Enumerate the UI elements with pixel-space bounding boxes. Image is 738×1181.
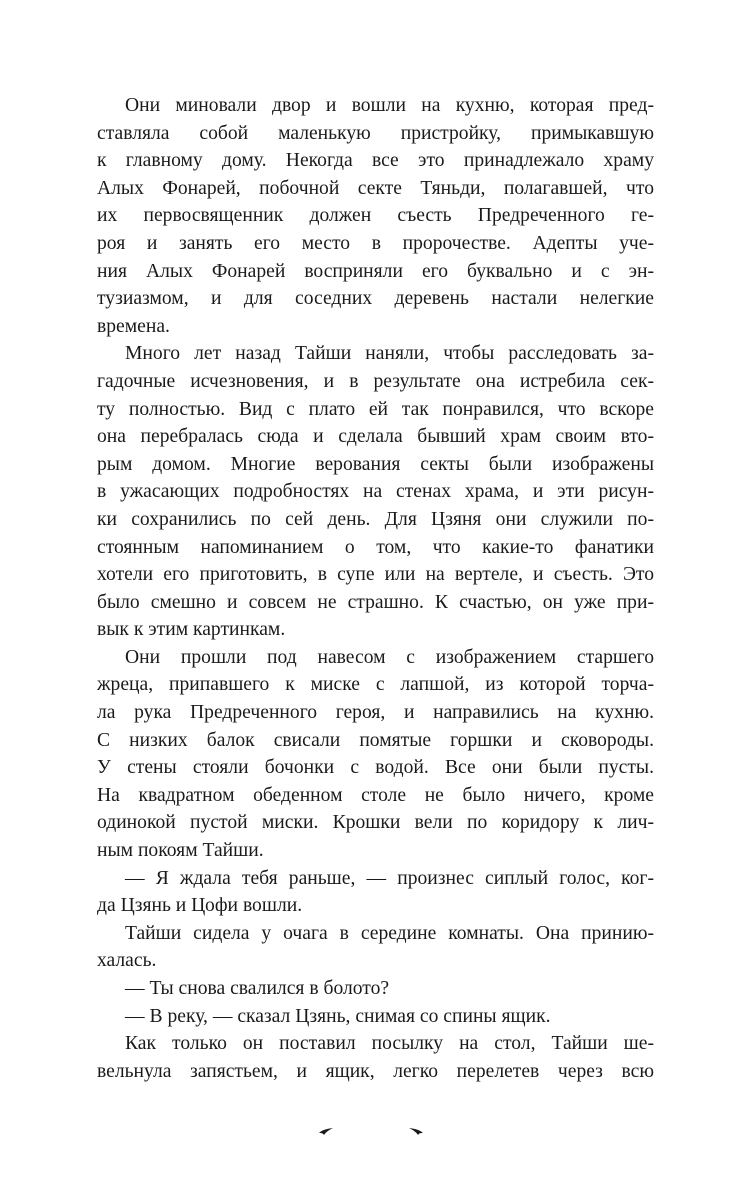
text-line: У стены стояли бочонки с водой. Все они были пусты. xyxy=(97,757,654,779)
text-line: Алых Фонарей, побочной секте Тяньди, полагавшей, что xyxy=(97,177,654,199)
right-flourish-icon xyxy=(408,1126,424,1138)
text-line: гадочные исчезновения, и в результате она истребила сек- xyxy=(97,370,654,392)
text-line: ла рука Предреченного героя, и направились на кухню. xyxy=(97,702,654,724)
text-line: Как только он поставил посылку на стол, Тайши ше- xyxy=(125,1033,654,1055)
text-line: Тайши сидела у очага в середине комнаты. Она принию- xyxy=(125,922,654,944)
text-line: ным покоям Тайши. xyxy=(97,840,264,862)
page-footer-ornament xyxy=(0,1126,738,1140)
text-line: рым домом. Многие верования секты были изображены xyxy=(97,453,654,475)
text-line: ту полностью. Вид с плато ей так понравился, что вскоре xyxy=(97,398,654,420)
text-line: да Цзянь и Цофи вошли. xyxy=(97,895,303,917)
text-line: она перебралась сюда и сделала бывший храм своим вто- xyxy=(97,426,654,448)
text-line: в ужасающих подробностях на стенах храма, и эти рисун- xyxy=(97,481,654,503)
text-line: Они миновали двор и вошли на кухню, которая пред- xyxy=(125,95,654,116)
text-line: хотели его приготовить, в супе или на вертеле, и съесть. Это xyxy=(97,564,654,586)
text-line: ния Алых Фонарей восприняли его буквально и с эн- xyxy=(97,260,654,282)
text-line: ки сохранились по сей день. Для Цзяня они служили по- xyxy=(97,508,654,530)
text-line: вык к этим картинкам. xyxy=(97,619,286,641)
text-line: времена. xyxy=(97,315,170,337)
text-line: вельнула запястьем, и ящик, легко перелетев через всю xyxy=(97,1060,654,1082)
text-line: к главному дому. Некогда все это принадлежало храму xyxy=(97,150,654,172)
text-line: Они прошли под навесом с изображением старшего xyxy=(125,646,654,668)
text-line: жреца, припавшего к миске с лапшой, из которой торча- xyxy=(97,674,654,696)
text-line: ставляла собой маленькую пристройку, примыкавшую xyxy=(97,122,654,144)
text-line: их первосвященник должен съесть Предреченного ге- xyxy=(97,205,654,227)
text-line: халась. xyxy=(97,950,157,972)
text-line: тузиазмом, и для соседних деревень настали нелегкие xyxy=(97,288,654,310)
text-line: На квадратном обеденном столе не было ничего, кроме xyxy=(97,784,654,806)
text-line: С низких балок свисали помятые горшки и сковороды. xyxy=(97,729,654,751)
left-flourish-icon xyxy=(318,1126,334,1138)
text-line: Много лет назад Тайши наняли, чтобы расследовать за- xyxy=(125,343,654,365)
text-line: было смешно и совсем не страшно. К счастью, он уже при- xyxy=(97,591,654,613)
text-line: — Ты снова свалился в болото? xyxy=(125,978,390,999)
text-line: одинокой пустой миски. Крошки вели по коридору к лич- xyxy=(97,812,654,834)
text-line: роя и занять его место в пророчестве. Адепты уче- xyxy=(97,232,654,254)
text-line: — В реку, — сказал Цзянь, снимая со спины ящик. xyxy=(125,1005,551,1027)
text-line: стоянным напоминанием о том, что какие-то фанатики xyxy=(97,536,654,558)
text-line: — Я ждала тебя раньше, — произнес сиплый голос, ког- xyxy=(125,867,654,889)
body-text xyxy=(97,92,654,1085)
